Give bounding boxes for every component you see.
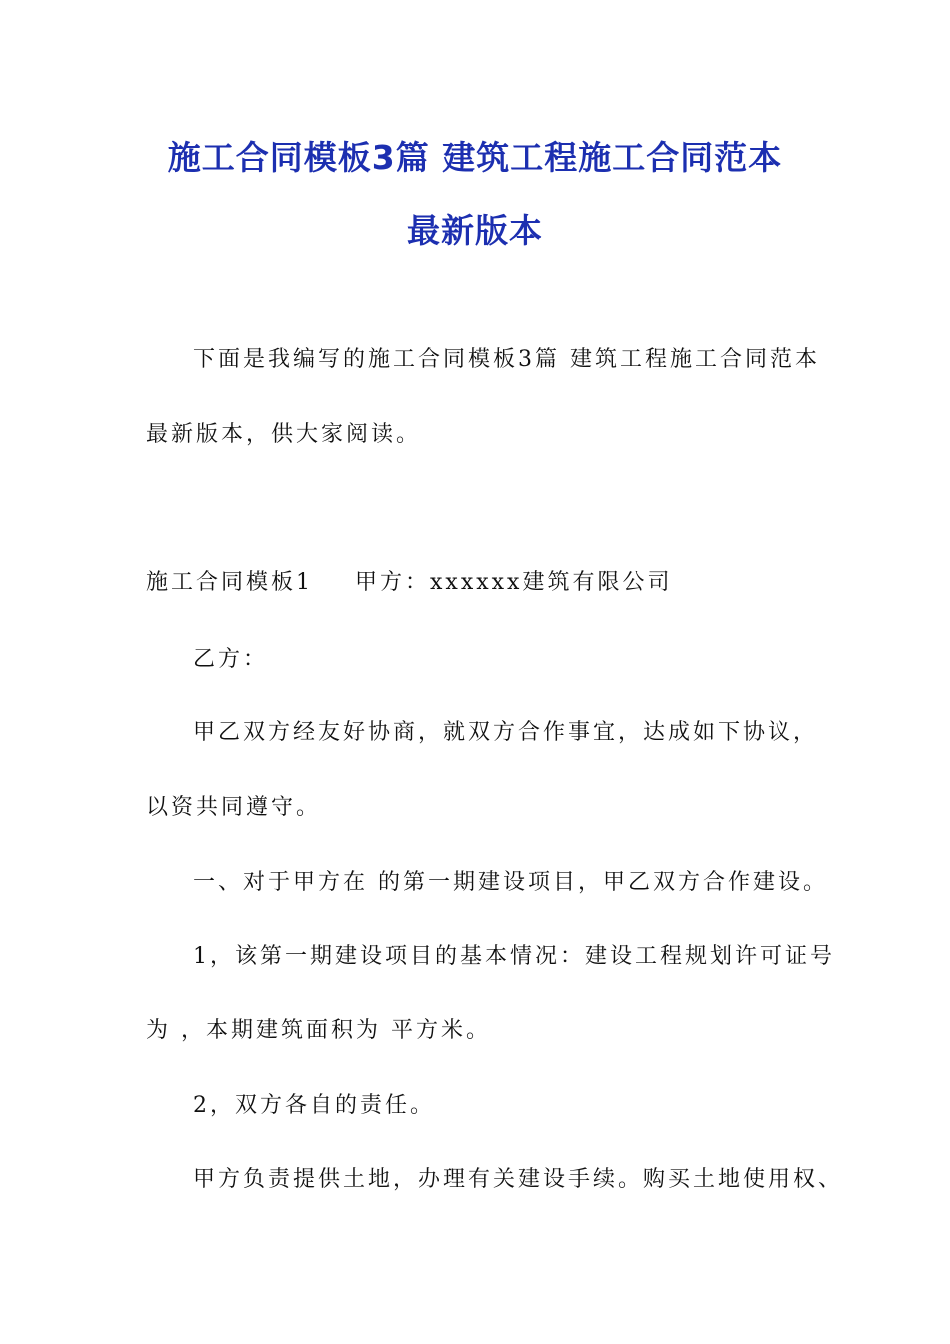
paragraph-2-line-1: 甲方负责提供土地，办理有关建设手续。购买土地使用权、 (193, 1167, 844, 1192)
section-heading: 施工合同模板1 (146, 570, 313, 595)
party-a-line: 甲方：xxxxxx建筑有限公司 (355, 570, 673, 595)
intro-paragraph-line-2: 最新版本，供大家阅读。 (146, 422, 422, 447)
item-1-line-2: 为 ，本期建筑面积为 平方米。 (146, 1018, 491, 1043)
party-b-line: 乙方： (193, 647, 269, 672)
item-2-line: 2，双方各自的责任。 (193, 1093, 435, 1118)
document-title-line-1: 施工合同模板3篇 建筑工程施工合同范本 (167, 138, 783, 177)
item-1-line-1: 1，该第一期建设项目的基本情况：建设工程规划许可证号 (193, 944, 835, 969)
intro-paragraph-line-1: 下面是我编写的施工合同模板3篇 建筑工程施工合同范本 (193, 347, 820, 372)
document-title-line-2: 最新版本 (407, 211, 543, 250)
paragraph-1-line-1: 甲乙双方经友好协商，就双方合作事宜，达成如下协议， (193, 720, 819, 745)
item-one-line: 一、对于甲方在 的第一期建设项目，甲乙双方合作建设。 (193, 870, 828, 895)
paragraph-1-line-2: 以资共同遵守。 (146, 795, 322, 820)
